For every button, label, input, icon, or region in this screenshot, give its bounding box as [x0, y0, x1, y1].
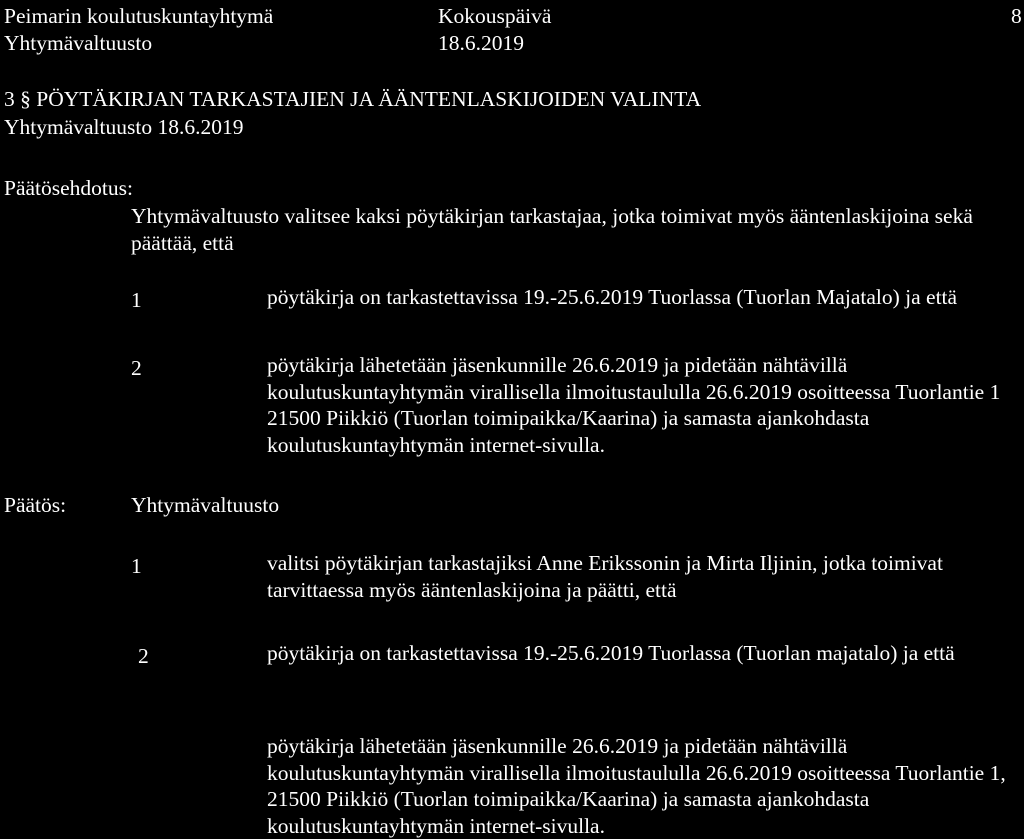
decision-item-text: pöytäkirja on tarkastettavissa 19.-25.6.2019 Tuorlassa (Tuorlan majatalo) ja että: [267, 641, 955, 665]
proposal-intro: Yhtymävaltuusto valitsee kaksi pöytäkirjan tarkastajaa, jotka toimivat myös ääntenlaskijoina sekä päättää, että: [131, 204, 973, 255]
proposal-item-text: pöytäkirja lähetetään jäsenkunnille 26.6.2019 ja pidetään nähtävillä koulutuskuntayhtymän virallisella ilmoitustaululla 26.6.2019 osoitteessa Tuorlantie 1 21500 Piikkiö (Tuorlan toimipaikka/Kaarina) ja samasta ajankohdasta koulutuskuntayhtymän internet-sivulla.: [267, 353, 1001, 457]
header-date-label: Kokouspäivä: [438, 4, 552, 28]
decision-item-text: valitsi pöytäkirjan tarkastajiksi Anne Erikssonin ja Mirta Iljinin, jotka toimivat tarvittaessa myös ääntenlaskijoina ja päätti, että: [267, 551, 943, 602]
proposal-item-number: 2: [131, 356, 142, 380]
header-date: 18.6.2019: [438, 31, 524, 55]
decision-item-number: 1: [131, 554, 142, 578]
proposal-item-number: 1: [131, 288, 142, 312]
decision-continuation-text: pöytäkirja lähetetään jäsenkunnille 26.6.2019 ja pidetään nähtävillä koulutuskuntayhtymän virallisella ilmoitustaululla 26.6.2019 osoitteessa Tuorlantie 1, 21500 Piikkiö (Tuorlan toimipaikka/Kaarina) ja samasta ajankohdasta koulutuskuntayhtymän internet-sivulla.: [267, 734, 1006, 838]
proposal-item-text: pöytäkirja on tarkastettavissa 19.-25.6.2019 Tuorlassa (Tuorlan Majatalo) ja että: [267, 285, 958, 309]
proposal-label: Päätösehdotus:: [4, 176, 133, 200]
decision-label: Päätös:: [4, 493, 67, 517]
decision-item-number: 2: [138, 644, 149, 668]
header-organization: Peimarin koulutuskuntayhtymä: [4, 4, 274, 28]
decision-intro: Yhtymävaltuusto: [131, 493, 280, 517]
page-number: 8: [1011, 4, 1022, 28]
header-body: Yhtymävaltuusto: [4, 31, 153, 55]
section-title: 3 § PÖYTÄKIRJAN TARKASTAJIEN JA ÄÄNTENLASKIJOIDEN VALINTA: [4, 87, 702, 111]
section-subtitle: Yhtymävaltuusto 18.6.2019: [4, 115, 244, 139]
